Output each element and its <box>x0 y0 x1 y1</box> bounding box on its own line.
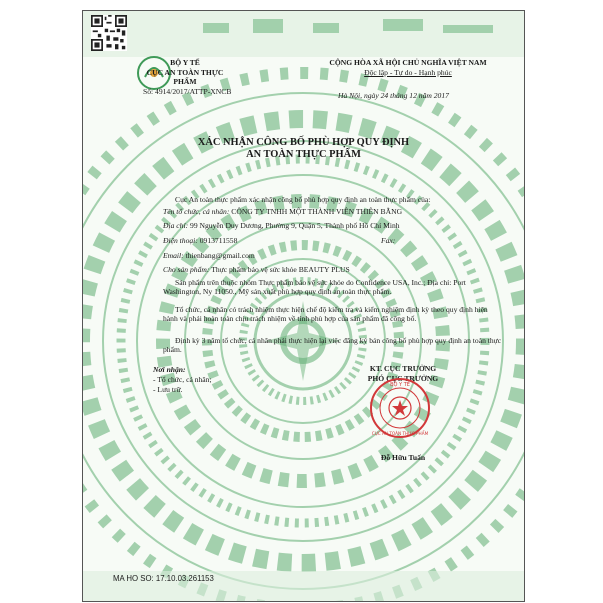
recipients-label: Nơi nhận: <box>153 365 186 374</box>
place-date: Hà Nội, ngày 24 tháng 12 năm 2017 <box>338 91 449 100</box>
intro-text: Cục An toàn thực phẩm xác nhận công bố phù hợp quy định an toàn thực phẩm của: <box>175 195 431 204</box>
seal-bottom-text: CỤC AN TOÀN THỰC PHẨM <box>371 431 429 436</box>
paragraph-responsibility: Tổ chức, cá nhân có trách nhiệm thực hiện chế độ kiểm tra và kiểm nghiệm định kỳ theo quy định hiện hành và phải hoàn toàn chịu trách nhiệm về tính phù hợp của sản phẩm đã công bố. <box>163 305 488 324</box>
product-label: Cho sản phẩm: <box>163 265 210 274</box>
address-label: Địa chỉ: <box>163 221 189 230</box>
organization-label: Tên tổ chức, cá nhân: <box>163 207 230 216</box>
address-row <box>163 221 400 230</box>
phone-row <box>163 236 237 245</box>
republic-heading: CỘNG HÒA XÃ HỘI CHỦ NGHĨA VIỆT NAM <box>329 58 487 67</box>
certificate-document <box>82 10 525 602</box>
document-title-line2: AN TOÀN THỰC PHẨM <box>246 149 361 160</box>
address-value: 99 Nguyễn Duy Dương, Phường 9, Quận 5, Thành phố Hồ Chí Minh <box>190 221 400 230</box>
document-number: Số: 4914/2017/ATTP-XNCB <box>143 87 232 96</box>
email-label: Email: <box>163 251 184 260</box>
paragraph-renewal: Định kỳ 3 năm tổ chức, cá nhân phải thực hiện lại việc đăng ký bản công bố phù hợp quy định an toàn thực phẩm. <box>163 336 502 355</box>
signer-title-2: PHÓ CỤC TRƯỞNG <box>367 374 439 383</box>
file-number: MA HO SO: 17.10.03.261153 <box>113 574 214 583</box>
ministry-name: BỘ Y TẾ <box>170 58 200 67</box>
email-row <box>163 251 255 260</box>
signer-name: Đỗ Hữu Tuấn <box>380 453 426 462</box>
recipient-1: - Tổ chức, cá nhân; <box>153 375 212 384</box>
qr-code <box>91 15 127 51</box>
document-title-line1: XÁC NHẬN CÔNG BỐ PHÙ HỢP QUY ĐỊNH <box>197 137 410 148</box>
seal-top-text: BỘ Y TẾ <box>390 382 410 388</box>
paragraph-manufacturer: Sản phẩm trên thuộc nhóm Thực phẩm bảo vệ sức khỏe do Confidence USA, Inc.; Địa chỉ: Port Washington, Ny 11050., Mỹ sản xuất phù hợp quy định an toàn thực phẩm. <box>163 278 466 297</box>
organization-value: CÔNG TY TNHH MỘT THÀNH VIÊN THIÊN BẰNG <box>231 207 403 216</box>
product-row <box>163 265 350 274</box>
fax-label: Fax: <box>381 236 396 245</box>
signer-title-1: KT. CỤC TRƯỞNG <box>369 364 437 373</box>
phone-value: 0913711558 <box>199 236 238 245</box>
recipient-2: - Lưu trữ. <box>153 385 183 394</box>
official-seal <box>369 377 431 439</box>
organization-row <box>163 207 402 216</box>
product-value: Thực phẩm bảo vệ sức khỏe BEAUTY PLUS <box>211 265 350 274</box>
email-value: thienbang@gmail.com <box>185 251 255 260</box>
national-motto: Độc lập - Tự do - Hạnh phúc <box>364 68 452 77</box>
phone-label: Điện thoại: <box>163 236 198 245</box>
department-name: CỤC AN TOÀN THỰC PHẨM <box>146 68 224 86</box>
